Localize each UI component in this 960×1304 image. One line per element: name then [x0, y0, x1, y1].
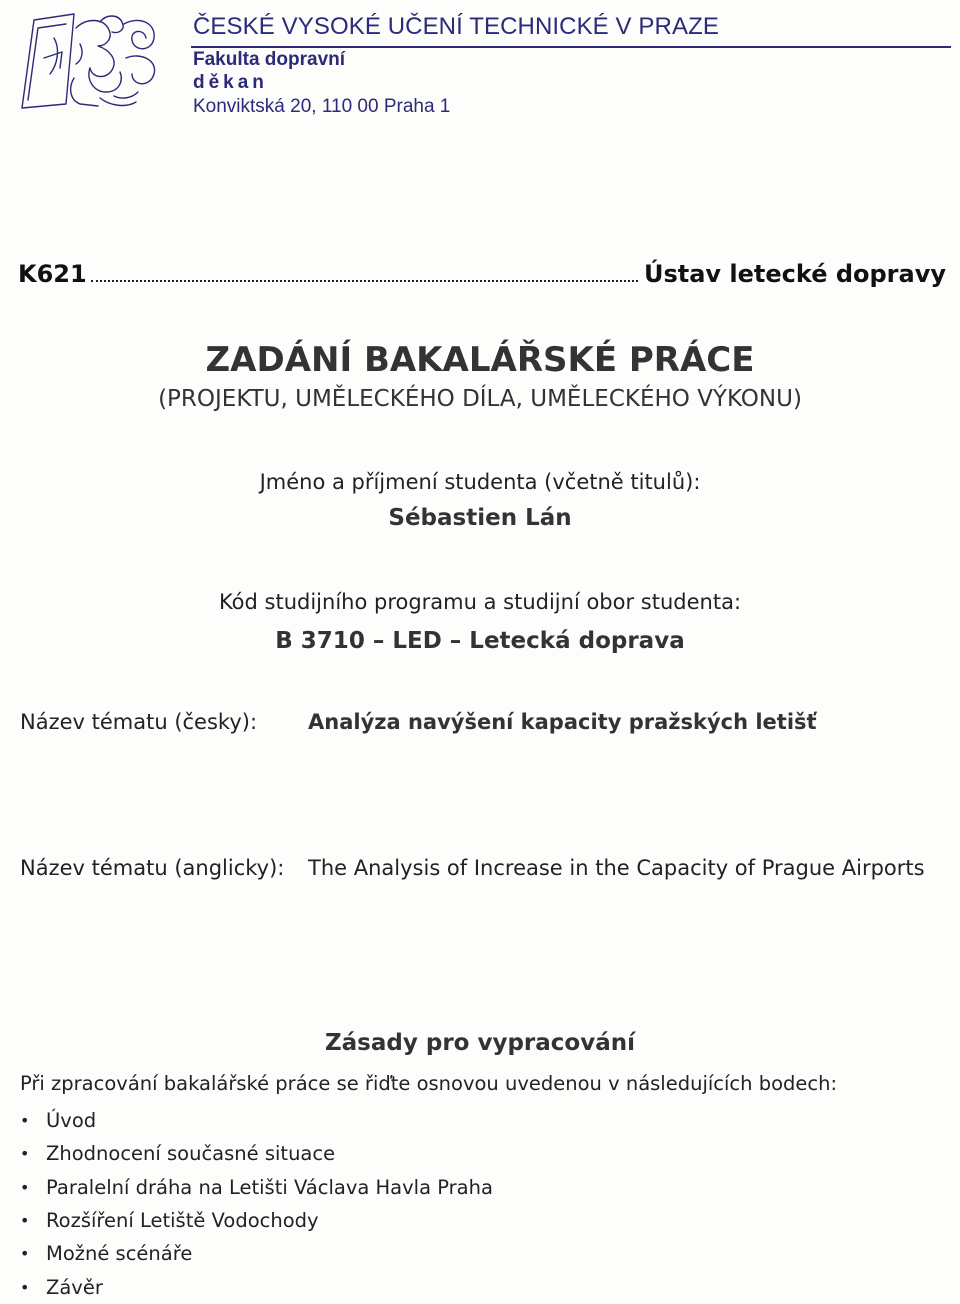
ctu-lion-logo [14, 8, 166, 116]
student-name-label: Jméno a příjmení studenta (včetně titulů): [259, 470, 701, 494]
list-item-text: Závěr [46, 1275, 103, 1299]
list-item-text: Úvod [46, 1109, 97, 1133]
list-item [20, 1171, 493, 1204]
topic-en-value: The Analysis of Increase in the Capacity of Prague Airports [308, 856, 925, 880]
list-item [20, 1137, 493, 1170]
list-item [20, 1204, 493, 1237]
document-subtitle: (PROJEKTU, UMĚLECKÉHO DÍLA, UMĚLECKÉHO VÝKONU) [158, 386, 802, 412]
program-value: B 3710 – LED – Letecká doprava [275, 628, 685, 654]
topic-en-row [20, 856, 925, 880]
list-item [20, 1237, 493, 1270]
topic-en-label: Název tématu (anglicky): [20, 856, 285, 880]
bullet: • [20, 1177, 30, 1197]
student-name: Sébastien Lán [388, 505, 572, 531]
address: Konviktská 20, 110 00 Praha 1 [193, 96, 451, 117]
topic-cs-label: Název tématu (česky): [20, 710, 258, 734]
list-item-text: Rozšíření Letiště Vodochody [46, 1209, 319, 1233]
bullet: • [20, 1144, 30, 1164]
guidelines-intro: Při zpracování bakalářské práce se řiďte osnovou uvedenou v následujících bodech: [20, 1072, 838, 1095]
department-name: Ústav letecké dopravy [643, 260, 946, 288]
bullet: • [20, 1244, 30, 1264]
faculty-name: Fakulta dopravní [193, 49, 346, 70]
list-item-text: Zhodnocení současné situace [46, 1142, 336, 1166]
dotted-leader [91, 280, 638, 282]
department-line [18, 254, 946, 288]
list-item-text: Možné scénáře [46, 1242, 193, 1266]
list-item-text: Paralelní dráha na Letišti Václava Havla Praha [46, 1175, 493, 1199]
department-code: K621 [18, 260, 87, 288]
list-item [20, 1104, 493, 1137]
guidelines-title: Zásady pro vypracování [324, 1030, 635, 1056]
bullet: • [20, 1211, 30, 1231]
program-label: Kód studijního programu a studijní obor studenta: [218, 590, 742, 614]
topic-cs-value: Analýza navýšení kapacity pražských letišť [308, 710, 817, 734]
bullet: • [20, 1277, 30, 1297]
bullet: • [20, 1111, 30, 1131]
document-title: ZADÁNÍ BAKALÁŘSKÉ PRÁCE [205, 340, 755, 380]
guidelines-list [20, 1104, 493, 1304]
dean-label: děkan [193, 72, 268, 93]
topic-cs-row [20, 710, 817, 734]
header-divider [191, 46, 951, 48]
university-name: ČESKÉ VYSOKÉ UČENÍ TECHNICKÉ V PRAZE [193, 13, 719, 40]
list-item [20, 1270, 493, 1303]
